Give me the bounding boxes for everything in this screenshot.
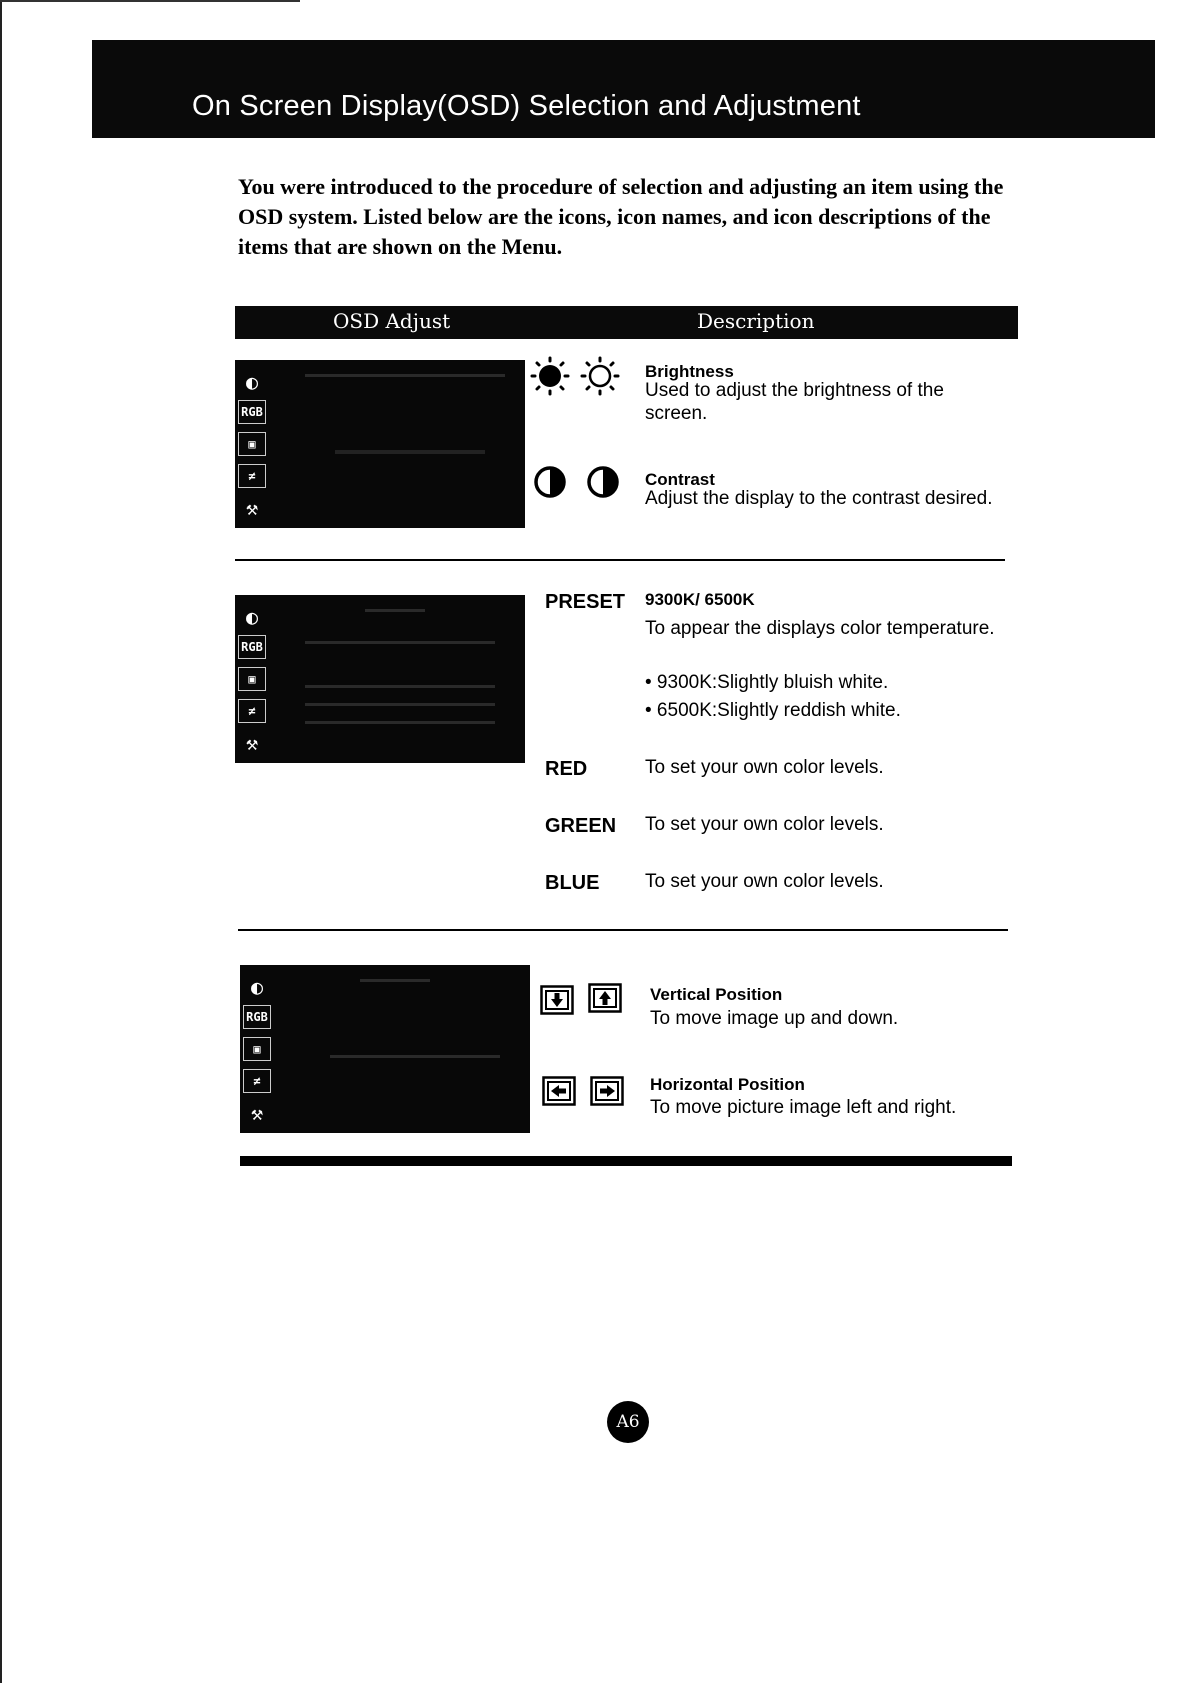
rgb-menu-icon: RGB: [238, 400, 266, 424]
blue-description: To set your own color levels.: [645, 871, 884, 892]
title-bar: [92, 40, 1155, 138]
brightness-description: Used to adjust the brightness of the screen.: [645, 380, 944, 424]
rgb-menu-icon: RGB: [238, 635, 266, 659]
preset-title: 9300K/ 6500K: [645, 590, 755, 609]
position-menu-icon: ▣: [243, 1037, 271, 1061]
preset-bullet-6500k: • 6500K:Slightly reddish white.: [645, 700, 901, 721]
osd-menu-title-line: [305, 374, 505, 377]
page-edge-left: [0, 0, 2, 1683]
rgb-menu-icon: RGB: [243, 1005, 271, 1029]
position-menu-icon: ▣: [238, 667, 266, 691]
vertical-position-down-icon: [540, 985, 574, 1015]
vertical-position-title: Vertical Position: [650, 985, 783, 1004]
vertical-position-up-icon: [588, 983, 622, 1013]
osd-slider: [335, 450, 485, 454]
intro-paragraph: You were introduced to the procedure of selection and adjusting an item using the OSD system. Listed below are the icons, icon names, and icon descriptions of the items that are shown on the Menu.: [238, 174, 1004, 259]
osd-menu-title-line: [360, 979, 430, 982]
table-header: [235, 306, 1018, 339]
horizontal-position-description: To move picture image left and right.: [650, 1097, 957, 1118]
page-title: On Screen Display(OSD) Selection and Adjustment: [192, 90, 861, 122]
preset-description: To appear the displays color temperature.: [645, 618, 995, 639]
tracking-menu-icon: ≠: [238, 464, 266, 488]
contrast-title: Contrast: [645, 470, 715, 489]
osd-menu-row: [305, 685, 495, 688]
page-number-badge: A6: [607, 1401, 649, 1443]
section-divider: [235, 559, 1005, 561]
contrast-menu-icon: ◐: [245, 605, 259, 629]
green-description: To set your own color levels.: [645, 814, 884, 835]
section-divider: [238, 929, 1008, 931]
horizontal-position-right-icon: [590, 1076, 624, 1106]
contrast-menu-icon: ◐: [250, 975, 264, 999]
setup-menu-icon: ⚒: [250, 1101, 264, 1125]
contrast-menu-icon: ◐: [245, 370, 259, 394]
horizontal-position-left-icon: [542, 1076, 576, 1106]
osd-menu-screenshot-position: [240, 965, 530, 1133]
column-header-osd-adjust: OSD Adjust: [333, 309, 451, 333]
preset-label: PRESET: [545, 591, 626, 613]
position-menu-icon: ▣: [238, 432, 266, 456]
contrast-description: Adjust the display to the contrast desired.: [645, 488, 993, 509]
tracking-menu-icon: ≠: [238, 699, 266, 723]
osd-menu-title-line: [365, 609, 425, 612]
osd-menu-row: [330, 1055, 500, 1058]
setup-menu-icon: ⚒: [245, 496, 259, 520]
blue-label: BLUE: [545, 872, 600, 894]
brightness-high-icon: [530, 356, 570, 396]
brightness-low-icon: [580, 356, 620, 396]
osd-menu-row: [305, 721, 495, 724]
column-header-description: Description: [697, 309, 815, 333]
osd-menu-row: [305, 641, 495, 644]
tracking-menu-icon: ≠: [243, 1069, 271, 1093]
page-edge-top: [0, 0, 300, 2]
brightness-title: Brightness: [645, 362, 734, 381]
preset-bullet-9300k: • 9300K:Slightly bluish white.: [645, 672, 889, 693]
horizontal-position-title: Horizontal Position: [650, 1075, 805, 1094]
green-label: GREEN: [545, 815, 617, 837]
contrast-low-icon: [585, 464, 621, 500]
table-bottom-bar: [240, 1156, 1012, 1166]
red-label: RED: [545, 758, 588, 780]
osd-menu-screenshot-picture: [235, 360, 525, 528]
setup-menu-icon: ⚒: [245, 731, 259, 755]
contrast-high-icon: [532, 464, 568, 500]
red-description: To set your own color levels.: [645, 757, 884, 778]
osd-menu-row: [305, 703, 495, 706]
vertical-position-description: To move image up and down.: [650, 1008, 899, 1029]
osd-menu-screenshot-color: [235, 595, 525, 763]
